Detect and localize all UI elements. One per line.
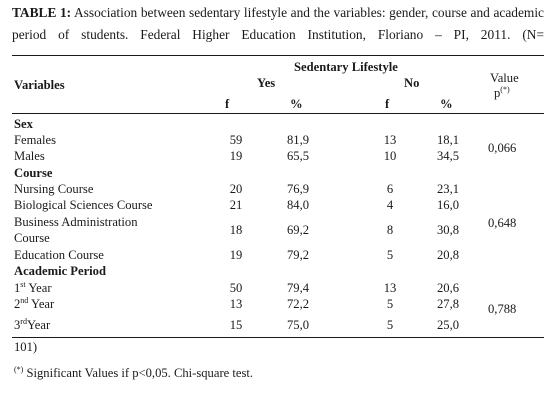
row-label: Business Administration	[14, 215, 138, 229]
cell-yes-f: 21	[229, 198, 243, 212]
row-label: Nursing Course	[14, 182, 94, 196]
cell-no-pct: 20,8	[436, 248, 460, 262]
cell-yes-pct: 69,2	[286, 223, 310, 237]
row-label-continued: Course	[14, 231, 50, 245]
cell-yes-pct: 75,0	[286, 318, 310, 332]
caption-text-line1: Association between sedentary lifestyle and the variables: gender, course and	[74, 5, 490, 20]
cell-no-f: 4	[386, 198, 394, 212]
cell-no-pct: 18,1	[436, 133, 460, 147]
footnote	[14, 366, 253, 381]
row-label: 2nd Year	[14, 296, 55, 311]
header-p-letter: p	[494, 86, 501, 100]
header-p	[494, 86, 510, 101]
cell-no-f: 6	[386, 182, 394, 196]
cell-no-f: 10	[383, 149, 397, 163]
cell-no-pct: 27,8	[436, 297, 460, 311]
cell-yes-f: 20	[229, 182, 243, 196]
row-label: 1st Year	[14, 280, 52, 295]
section-title-academic-period: Academic Period	[14, 264, 106, 278]
cell-yes-pct: 72,2	[286, 297, 310, 311]
header-yes-pct: %	[290, 97, 303, 111]
row-label: Education Course	[14, 248, 104, 262]
cell-no-f: 5	[386, 318, 394, 332]
header-value: Value	[490, 71, 519, 85]
cell-no-pct: 34,5	[436, 149, 460, 163]
cell-yes-pct: 79,2	[286, 248, 310, 262]
cell-no-f: 13	[383, 133, 397, 147]
cell-yes-f: 13	[229, 297, 243, 311]
cell-yes-pct: 76,9	[286, 182, 310, 196]
row-label: Males	[14, 149, 45, 163]
cell-no-f: 8	[386, 223, 394, 237]
cell-yes-f: 18	[229, 223, 243, 237]
table-bottom-rule	[12, 337, 544, 338]
cell-no-pct: 23,1	[436, 182, 460, 196]
cell-no-f: 13	[383, 281, 397, 295]
cell-yes-pct: 84,0	[286, 198, 310, 212]
cell-yes-f: 19	[229, 248, 243, 262]
header-variables: Variables	[14, 78, 65, 92]
cell-yes-f: 15	[229, 318, 243, 332]
cell-no-f: 5	[386, 297, 394, 311]
table-caption	[12, 2, 544, 45]
cell-no-pct: 30,8	[436, 223, 460, 237]
footnote-text: Significant Values if p<0,05. Chi-square test.	[26, 366, 254, 380]
section-title-course: Course	[14, 166, 53, 180]
caption-text-line2: academic period of students. Federal Higher Education Institution, Floriano – PI, 2011. (N=	[12, 5, 545, 42]
caption-text-line3: 101)	[14, 340, 38, 354]
cell-no-pct: 16,0	[436, 198, 460, 212]
cell-yes-pct: 65,5	[286, 149, 310, 163]
cell-yes-pct: 81,9	[286, 133, 310, 147]
row-label: 3rdYear	[14, 317, 51, 332]
caption-label: TABLE 1:	[12, 5, 72, 20]
header-sedentary-lifestyle: Sedentary Lifestyle	[294, 60, 398, 74]
row-label: Females	[14, 133, 56, 147]
p-value-course: 0,648	[488, 216, 517, 230]
cell-no-f: 5	[386, 248, 394, 262]
header-yes-f: f	[225, 97, 230, 111]
header-yes: Yes	[257, 76, 276, 90]
section-title-sex: Sex	[14, 117, 33, 131]
cell-yes-f: 59	[229, 133, 243, 147]
row-label: Biological Sciences Course	[14, 198, 153, 212]
cell-yes-f: 50	[229, 281, 243, 295]
header-p-mark: (*)	[500, 85, 510, 94]
header-no-pct: %	[440, 97, 453, 111]
footnote-mark: (*)	[14, 365, 24, 374]
header-no: No	[404, 76, 420, 90]
cell-no-pct: 25,0	[436, 318, 460, 332]
cell-yes-pct: 79,4	[286, 281, 310, 295]
header-no-f: f	[385, 97, 390, 111]
p-value-sex: 0,066	[488, 141, 517, 155]
table-top-rule	[12, 55, 544, 56]
table-header-rule	[12, 113, 544, 114]
cell-yes-f: 19	[229, 149, 243, 163]
cell-no-pct: 20,6	[436, 281, 460, 295]
p-value-academic-period: 0,788	[488, 302, 517, 316]
